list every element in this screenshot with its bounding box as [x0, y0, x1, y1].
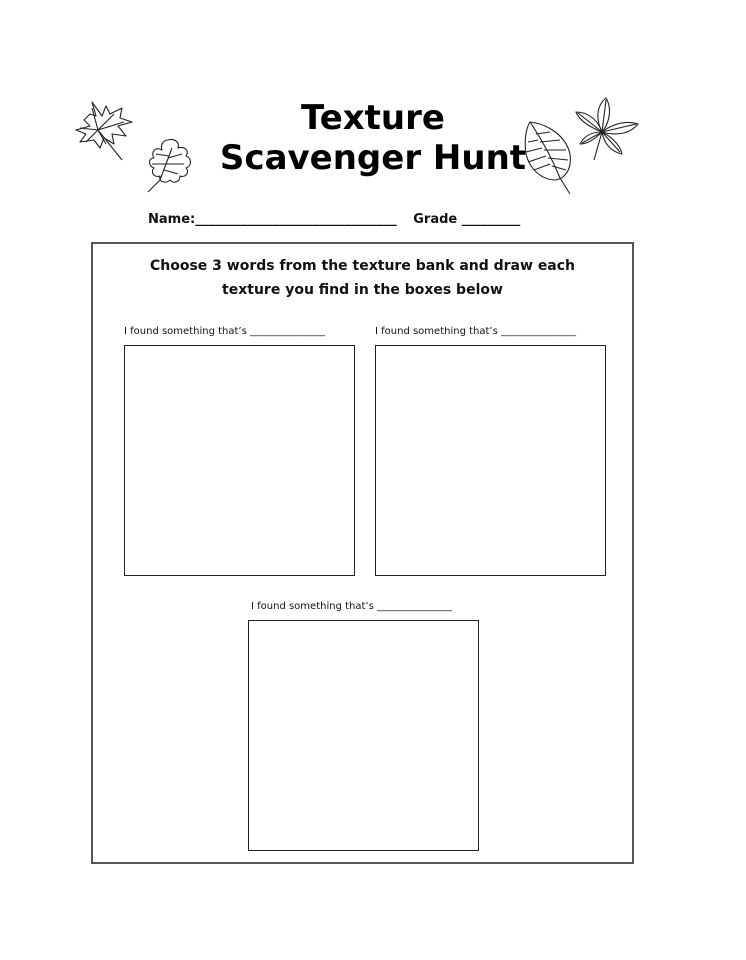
name-field[interactable]: Name:_______________________________: [148, 212, 397, 227]
instructions-line-1: Choose 3 words from the texture bank and draw each: [149, 258, 576, 274]
drawing-box-1[interactable]: [124, 345, 355, 576]
box-caption-1: I found something that’s _______________: [124, 326, 325, 337]
drawing-box-2[interactable]: [375, 345, 606, 576]
instructions-line-2: texture you find in the boxes below: [222, 282, 503, 298]
box-caption-3: I found something that’s _______________: [251, 601, 452, 612]
page-title-line-2: Scavenger Hunt: [219, 138, 527, 178]
page-title-line-1: Texture: [301, 98, 445, 138]
drawing-box-3[interactable]: [248, 620, 479, 851]
birch-leaf-icon: [520, 118, 576, 196]
box-caption-2: I found something that’s _______________: [375, 326, 576, 337]
chestnut-leaf-icon: [572, 94, 644, 164]
student-info-row: [148, 212, 520, 227]
grade-field[interactable]: Grade _________: [413, 212, 521, 227]
